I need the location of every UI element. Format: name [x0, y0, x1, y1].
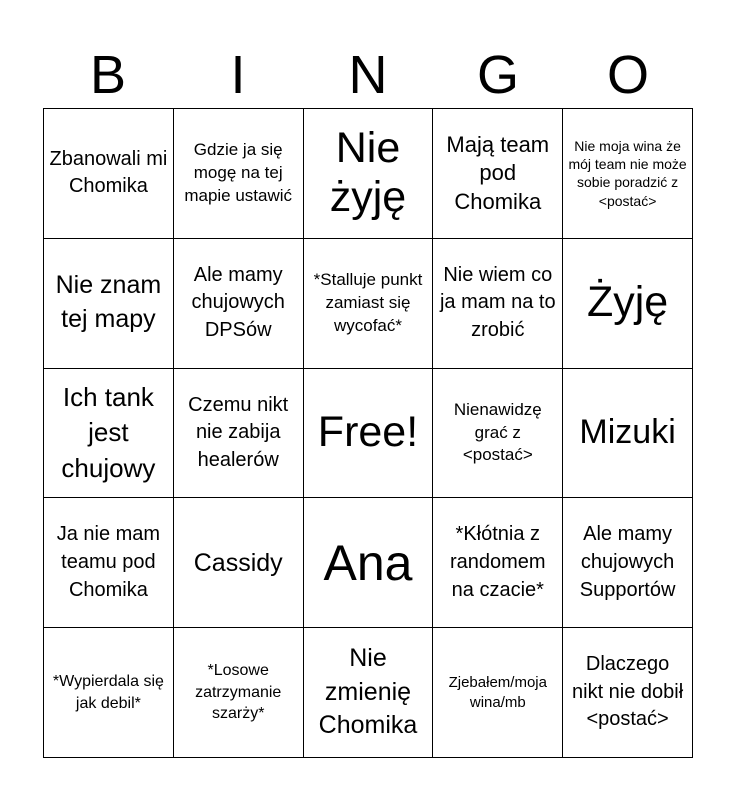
bingo-cell[interactable]: Nienawidzę grać z <postać>	[433, 369, 563, 499]
bingo-cell[interactable]: *Kłótnia z randomem na czacie*	[433, 498, 563, 628]
bingo-cell[interactable]: Ale mamy chujowych DPSów	[174, 239, 304, 369]
bingo-cell[interactable]: Nie znam tej mapy	[44, 239, 174, 369]
bingo-cell[interactable]: Dlaczego nikt nie dobił <postać>	[563, 628, 693, 758]
header-letter-g: G	[476, 45, 519, 105]
bingo-cell[interactable]: Nie moja wina że mój team nie może sobie poradzić z <postać>	[563, 109, 693, 239]
header-letter-o: O	[606, 45, 649, 105]
header-letter-n: N	[348, 45, 388, 105]
bingo-cell[interactable]: *Stalluje punkt zamiast się wycofać*	[304, 239, 434, 369]
bingo-cell[interactable]: Nie wiem co ja mam na to zrobić	[433, 239, 563, 369]
bingo-cell[interactable]: Ich tank jest chujowy	[44, 369, 174, 499]
bingo-cell[interactable]: Ale mamy chujowych Supportów	[563, 498, 693, 628]
bingo-cell[interactable]: Mają team pod Chomika	[433, 109, 563, 239]
bingo-cell[interactable]: Ja nie mam teamu pod Chomika	[44, 498, 174, 628]
bingo-cell[interactable]: Żyję	[563, 239, 693, 369]
bingo-cell[interactable]: *Losowe zatrzymanie szarży*	[174, 628, 304, 758]
bingo-free-cell[interactable]: Free!	[304, 369, 434, 499]
bingo-grid	[43, 108, 693, 758]
bingo-cell[interactable]: Czemu nikt nie zabija healerów	[174, 369, 304, 499]
bingo-cell[interactable]: Gdzie ja się mogę na tej mapie ustawić	[174, 109, 304, 239]
bingo-cell[interactable]: Ana	[304, 498, 434, 628]
bingo-cell[interactable]: Nie zmienię Chomika	[304, 628, 434, 758]
bingo-header	[43, 42, 693, 108]
bingo-cell[interactable]: Zbanowali mi Chomika	[44, 109, 174, 239]
header-letter-i: I	[230, 45, 246, 105]
bingo-cell[interactable]: Nie żyję	[304, 109, 434, 239]
header-letter-b: B	[89, 45, 127, 105]
bingo-cell[interactable]: Zjebałem/moja wina/mb	[433, 628, 563, 758]
bingo-cell[interactable]: Mizuki	[563, 369, 693, 499]
bingo-cell[interactable]: Cassidy	[174, 498, 304, 628]
bingo-cell[interactable]: *Wypierdala się jak debil*	[44, 628, 174, 758]
